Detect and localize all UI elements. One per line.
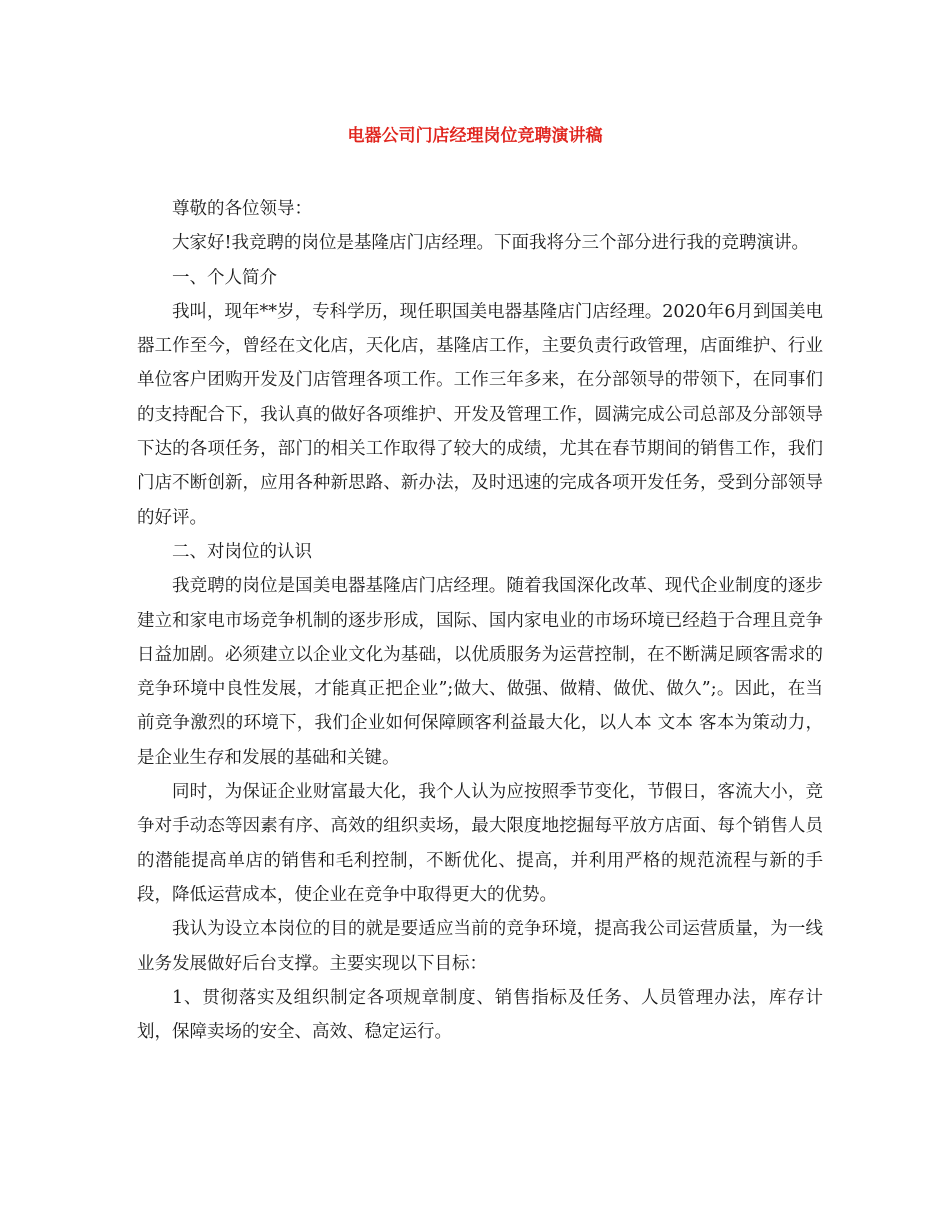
section-heading-1: 一、个人简介 xyxy=(172,267,277,288)
document-body xyxy=(137,192,823,1049)
paragraph-greeting: 尊敬的各位领导： xyxy=(172,199,312,219)
paragraph-goal-1: 1、贯彻落实及组织制定各项规章制度、销售指标及任务、人员管理办法，库存计划，保障卖场的安全、高效、稳定运行。 xyxy=(137,987,823,1043)
paragraph-profile: 我叫，现年**岁，专科学历，现任职国美电器基隆店门店经理。2020年6月到国美电器工作至今，曾经在文化店，天化店，基隆店工作，主要负责行政管理，店面维护、行业单位客户团购开发及门店管理各项工作。工作三年多来，在分部领导的带领下，在同事们的支持配合下，我认真的做好各项维护、开发及管理工作，圆满完成公司总部及分部领导下达的各项任务，部门的相关工作取得了较大的成绩，尤其在春节期间的销售工作，我们门店不断创新，应用各种新思路、新办法，及时迅速的完成各项开发任务，受到分部领导的好评。 xyxy=(137,301,823,528)
document-title: 电器公司门店经理岗位竞聘演讲稿 xyxy=(347,126,603,146)
paragraph-profit-maximization: 同时，为保证企业财富最大化，我个人认为应按照季节变化，节假日，客流大小，竞争对手动态等因素有序、高效的组织卖场，最大限度地挖掘每平放方店面、每个销售人员的潜能提高单店的销售和毛利控制，不断优化、提高，并利用严格的规范流程与新的手段，降低运营成本，使企业在竞争中取得更大的优势。 xyxy=(137,782,823,905)
paragraph-role-understanding: 我竞聘的岗位是国美电器基隆店门店经理。随着我国深化改革、现代企业制度的逐步建立和家电市场竞争机制的逐步形成，国际、国内家电业的市场环境已经趋于合理且竞争日益加剧。必须建立以企业文化为基础，以优质服务为运营控制，在不断满足顾客需求的竞争环境中良性发展，才能真正把企业”;做大、做强、做精、做优、做久”;。因此，在当前竞争激烈的环境下，我们企业如何保障顾客利益最大化，以人本 文本 客本为策动力，是企业生存和发展的基础和关键。 xyxy=(137,576,823,768)
section-heading-2: 二、对岗位的认识 xyxy=(172,541,312,562)
paragraph-role-purpose: 我认为设立本岗位的目的就是要适应当前的竞争环境，提高我公司运营质量，为一线业务发展做好后台支撑。主要实现以下目标： xyxy=(137,919,823,974)
paragraph-intro: 大家好!我竞聘的岗位是基隆店门店经理。下面我将分三个部分进行我的竞聘演讲。 xyxy=(172,233,810,254)
